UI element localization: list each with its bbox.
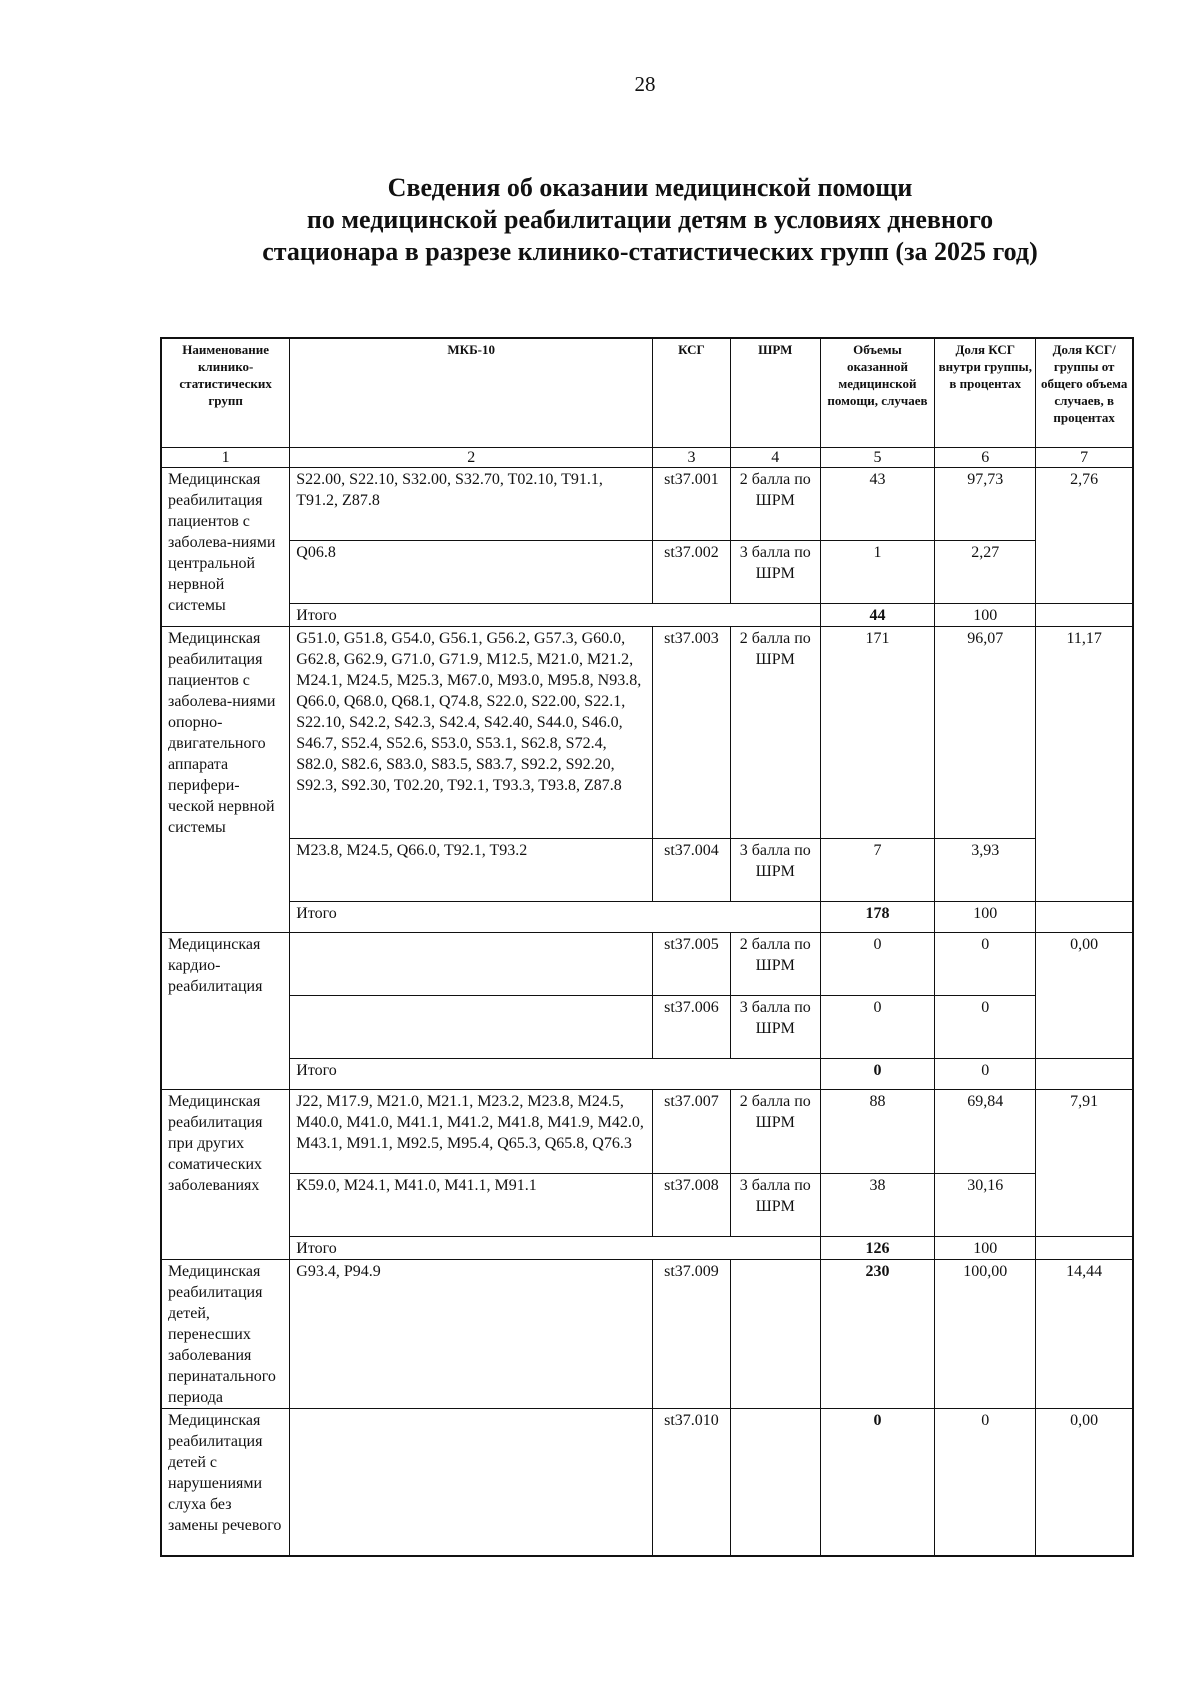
- share-in-group: 96,07: [935, 627, 1036, 839]
- empty-cell: [1036, 1237, 1133, 1260]
- total-volume: 126: [820, 1237, 934, 1260]
- ksg-report-table: [160, 337, 1134, 1557]
- document-title: [160, 172, 1140, 268]
- group-name: Медицинская реабилитация пациентов с заболева-ниями центральной нервной системы: [161, 468, 290, 627]
- ksg-code: st37.008: [653, 1174, 731, 1237]
- ksg-code: st37.004: [653, 839, 731, 902]
- shrm-score: 3 балла по ШРМ: [730, 839, 820, 902]
- shrm-score: 2 балла по ШРМ: [730, 627, 820, 839]
- icd10-codes: J22, M17.9, M21.0, M21.1, M23.2, M23.8, M24.5, M40.0, M41.0, M41.1, M41.2, M41.8, M41.9, M42.0, M43.1, M91.1, M92.5, M95.4, Q65.3, Q65.8, Q76.3: [290, 1090, 653, 1174]
- share-in-group: 2,27: [935, 541, 1036, 604]
- share-in-group: 3,93: [935, 839, 1036, 902]
- table-row: [161, 1174, 1133, 1237]
- table-row: [161, 541, 1133, 604]
- icd10-codes: [290, 933, 653, 996]
- total-label: Итого: [290, 1237, 820, 1260]
- total-label: Итого: [290, 604, 820, 627]
- group-name: Медицинская реабилитация детей с нарушениями слуха без замены речевого: [161, 1409, 290, 1556]
- shrm-score: [730, 1409, 820, 1556]
- total-share: 100: [935, 902, 1036, 933]
- icd10-codes: K59.0, M24.1, M41.0, M41.1, M91.1: [290, 1174, 653, 1237]
- table-row: [161, 1090, 1133, 1174]
- volume-value: 171: [820, 627, 934, 839]
- icd10-codes: G93.4, P94.9: [290, 1260, 653, 1409]
- share-in-group: 0: [935, 996, 1036, 1059]
- group-share-total: 0,00: [1036, 933, 1133, 1059]
- icd10-codes: [290, 996, 653, 1059]
- shrm-score: 3 балла по ШРМ: [730, 1174, 820, 1237]
- ksg-code: st37.005: [653, 933, 731, 996]
- ksg-code: st37.010: [653, 1409, 731, 1556]
- title-line: Сведения об оказании медицинской помощи: [387, 173, 913, 202]
- ksg-code: st37.009: [653, 1260, 731, 1409]
- ksg-code: st37.002: [653, 541, 731, 604]
- share-in-group: 100,00: [935, 1260, 1036, 1409]
- volume-value: 0: [820, 1409, 934, 1556]
- empty-cell: [1036, 604, 1133, 627]
- group-share-total: 2,76: [1036, 468, 1133, 604]
- total-share: 100: [935, 1237, 1036, 1260]
- header-icd10: МКБ-10: [290, 338, 653, 448]
- header-share-total: Доля КСГ/ группы от общего объема случаев, в процентах: [1036, 338, 1133, 448]
- total-label: Итого: [290, 1059, 820, 1090]
- share-in-group: 30,16: [935, 1174, 1036, 1237]
- column-number-row: [161, 448, 1133, 468]
- total-row: [161, 1059, 1133, 1090]
- total-row: [161, 902, 1133, 933]
- total-row: [161, 1237, 1133, 1260]
- table-row: [161, 468, 1133, 541]
- column-number: 5: [820, 448, 934, 468]
- volume-value: 230: [820, 1260, 934, 1409]
- shrm-score: 2 балла по ШРМ: [730, 933, 820, 996]
- header-share-in-group: Доля КСГ внутри группы, в процентах: [935, 338, 1036, 448]
- header-shrm: ШРМ: [730, 338, 820, 448]
- ksg-code: st37.001: [653, 468, 731, 541]
- table-row: [161, 1260, 1133, 1409]
- ksg-code: st37.006: [653, 996, 731, 1059]
- column-number: 3: [653, 448, 731, 468]
- total-share: 100: [935, 604, 1036, 627]
- shrm-score: 2 балла по ШРМ: [730, 468, 820, 541]
- volume-value: 0: [820, 996, 934, 1059]
- title-line: по медицинской реабилитации детям в условиях дневного: [306, 205, 994, 234]
- group-name: Медицинская реабилитация детей, перенесших заболевания перинатального периода: [161, 1260, 290, 1409]
- total-label: Итого: [290, 902, 820, 933]
- share-in-group: 0: [935, 933, 1036, 996]
- header-row: [161, 338, 1133, 448]
- column-number: 6: [935, 448, 1036, 468]
- ksg-code: st37.003: [653, 627, 731, 839]
- column-number: 2: [290, 448, 653, 468]
- table-row: [161, 627, 1133, 839]
- share-in-group: 69,84: [935, 1090, 1036, 1174]
- icd10-codes: G51.0, G51.8, G54.0, G56.1, G56.2, G57.3, G60.0, G62.8, G62.9, G71.0, G71.9, M12.5, M21.0, M21.2, M24.1, M24.5, M25.3, M67.0, M93.0, M95.8, N93.8, Q66.0, Q68.0, Q68.1, Q74.8, S22.0, S22.00, S22.1, S22.10, S42.2, S42.3, S42.4, S42.40, S44.0, S46.0, S46.7, S52.4, S52.6, S53.0, S53.1, S62.8, S72.4, S82.0, S82.6, S83.0, S83.5, S83.7, S92.2, S92.20, S92.3, S92.30, T02.20, T92.1, T93.3, T93.8, Z87.8: [290, 627, 653, 839]
- column-number: 4: [730, 448, 820, 468]
- total-volume: 178: [820, 902, 934, 933]
- icd10-codes: S22.00, S22.10, S32.00, S32.70, T02.10, T91.1, T91.2, Z87.8: [290, 468, 653, 541]
- shrm-score: 3 балла по ШРМ: [730, 996, 820, 1059]
- title-line: стационара в разрезе клинико-статистических групп (за 2025 год): [262, 237, 1038, 266]
- table-row: [161, 1409, 1133, 1556]
- group-name: Медицинская кардио-реабилитация: [161, 933, 290, 1090]
- shrm-score: 3 балла по ШРМ: [730, 541, 820, 604]
- group-name: Медицинская реабилитация при других соматических заболеваниях: [161, 1090, 290, 1260]
- icd10-codes: Q06.8: [290, 541, 653, 604]
- column-number: 1: [161, 448, 290, 468]
- volume-value: 88: [820, 1090, 934, 1174]
- page-number: 28: [634, 72, 656, 96]
- group-share-total: 7,91: [1036, 1090, 1133, 1237]
- share-in-group: 0: [935, 1409, 1036, 1556]
- header-ksg: КСГ: [653, 338, 731, 448]
- total-volume: 0: [820, 1059, 934, 1090]
- share-in-group: 97,73: [935, 468, 1036, 541]
- empty-cell: [1036, 902, 1133, 933]
- total-row: [161, 604, 1133, 627]
- volume-value: 43: [820, 468, 934, 541]
- column-number: 7: [1036, 448, 1133, 468]
- table-row: [161, 933, 1133, 996]
- header-volume: Объемы оказанной медицинской помощи, случаев: [820, 338, 934, 448]
- shrm-score: 2 балла по ШРМ: [730, 1090, 820, 1174]
- group-share-total: 14,44: [1036, 1260, 1133, 1409]
- empty-cell: [1036, 1059, 1133, 1090]
- total-volume: 44: [820, 604, 934, 627]
- header-group-name: Наименование клинико-статистических групп: [161, 338, 290, 448]
- group-share-total: 0,00: [1036, 1409, 1133, 1556]
- group-name: Медицинская реабилитация пациентов с заболева-ниями опорно-двигательного аппарата перифери-ческой нервной системы: [161, 627, 290, 933]
- shrm-score: [730, 1260, 820, 1409]
- ksg-code: st37.007: [653, 1090, 731, 1174]
- volume-value: 1: [820, 541, 934, 604]
- volume-value: 0: [820, 933, 934, 996]
- volume-value: 7: [820, 839, 934, 902]
- table-row: [161, 996, 1133, 1059]
- group-share-total: 11,17: [1036, 627, 1133, 902]
- total-share: 0: [935, 1059, 1036, 1090]
- volume-value: 38: [820, 1174, 934, 1237]
- icd10-codes: [290, 1409, 653, 1556]
- icd10-codes: M23.8, M24.5, Q66.0, T92.1, T93.2: [290, 839, 653, 902]
- table-row: [161, 839, 1133, 902]
